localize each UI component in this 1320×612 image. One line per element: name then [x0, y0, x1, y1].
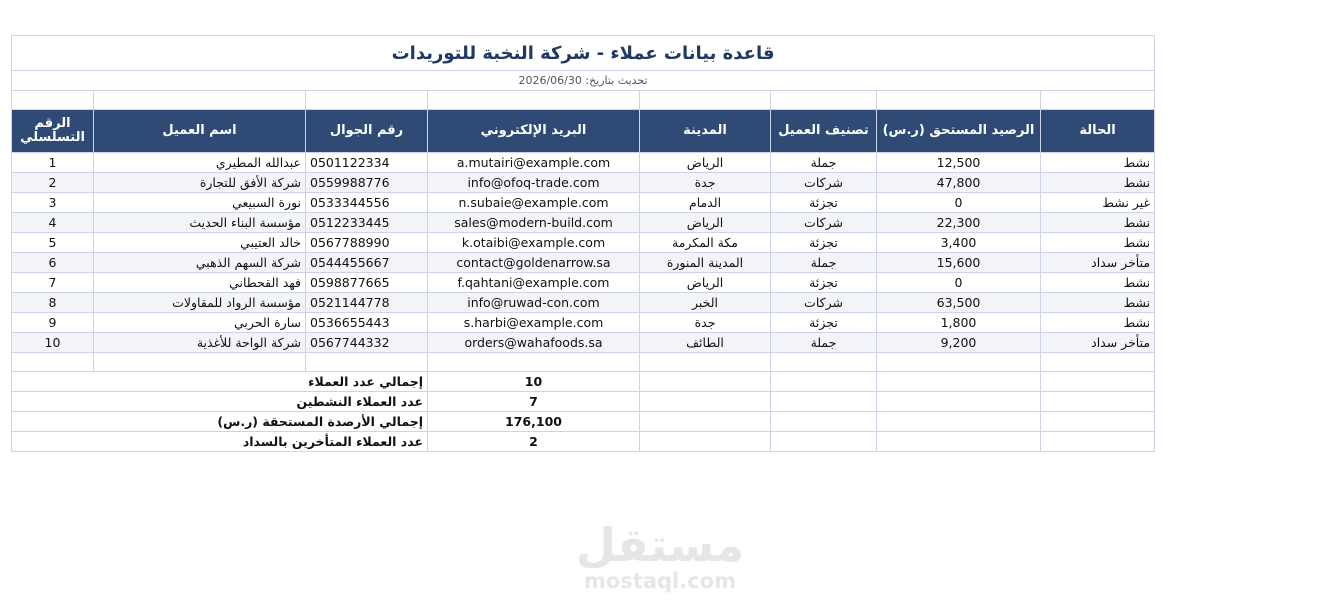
summary-value[interactable]: 2: [428, 432, 640, 452]
cell-mobile[interactable]: 0501122334: [306, 153, 428, 173]
cell-serial[interactable]: 5: [12, 233, 94, 253]
cell-serial[interactable]: 4: [12, 213, 94, 233]
cell-balance[interactable]: 3,400: [877, 233, 1041, 253]
empty-cell[interactable]: [771, 372, 877, 392]
empty-cell[interactable]: [877, 392, 1041, 412]
empty-cell[interactable]: [771, 412, 877, 432]
empty-cell[interactable]: [877, 432, 1041, 452]
cell-name[interactable]: شركة السهم الذهبي: [94, 253, 306, 273]
empty-cell[interactable]: [771, 432, 877, 452]
cell-serial[interactable]: 10: [12, 333, 94, 353]
cell-name[interactable]: مؤسسة البناء الحديث: [94, 213, 306, 233]
empty-cell[interactable]: [94, 353, 306, 372]
cell-serial[interactable]: 3: [12, 193, 94, 213]
header-status[interactable]: الحالة: [1041, 110, 1155, 153]
cell-city[interactable]: مكة المكرمة: [640, 233, 771, 253]
empty-cell[interactable]: [94, 91, 306, 110]
empty-cell[interactable]: [1041, 392, 1155, 412]
empty-cell[interactable]: [1041, 353, 1155, 372]
cell-status[interactable]: نشط: [1041, 313, 1155, 333]
cell-name[interactable]: شركة الأفق للتجارة: [94, 173, 306, 193]
summary-label[interactable]: إجمالي عدد العملاء: [12, 372, 428, 392]
header-category[interactable]: تصنيف العميل: [771, 110, 877, 153]
summary-row: [12, 412, 1155, 432]
watermark-logo: مستقل: [575, 518, 745, 572]
cell-mobile[interactable]: 0598877665: [306, 273, 428, 293]
cell-mobile[interactable]: 0521144778: [306, 293, 428, 313]
summary-row: [12, 372, 1155, 392]
table-row: [12, 213, 1155, 233]
empty-cell[interactable]: [428, 91, 640, 110]
empty-cell[interactable]: [640, 91, 771, 110]
table-row: [12, 233, 1155, 253]
cell-name[interactable]: خالد العتيبي: [94, 233, 306, 253]
cell-email[interactable]: info@ruwad-con.com: [428, 293, 640, 313]
summary-label[interactable]: عدد العملاء النشطين: [12, 392, 428, 412]
empty-cell[interactable]: [428, 353, 640, 372]
cell-email[interactable]: info@ofoq-trade.com: [428, 173, 640, 193]
cell-status[interactable]: نشط: [1041, 293, 1155, 313]
cell-category[interactable]: شركات: [771, 293, 877, 313]
header-email[interactable]: البريد الإلكتروني: [428, 110, 640, 153]
cell-status[interactable]: غير نشط: [1041, 193, 1155, 213]
cell-serial[interactable]: 6: [12, 253, 94, 273]
empty-cell[interactable]: [877, 412, 1041, 432]
cell-email[interactable]: a.mutairi@example.com: [428, 153, 640, 173]
empty-cell[interactable]: [640, 412, 771, 432]
cell-email[interactable]: f.qahtani@example.com: [428, 273, 640, 293]
summary-label[interactable]: عدد العملاء المتأخرين بالسداد: [12, 432, 428, 452]
table-row: [12, 173, 1155, 193]
cell-category[interactable]: جملة: [771, 253, 877, 273]
cell-mobile[interactable]: 0533344556: [306, 193, 428, 213]
empty-cell[interactable]: [771, 392, 877, 412]
cell-serial[interactable]: 7: [12, 273, 94, 293]
summary-value[interactable]: 10: [428, 372, 640, 392]
header-name[interactable]: اسم العميل: [94, 110, 306, 153]
cell-status[interactable]: نشط: [1041, 273, 1155, 293]
cell-category[interactable]: تجزئة: [771, 313, 877, 333]
empty-cell[interactable]: [771, 91, 877, 110]
cell-status[interactable]: نشط: [1041, 153, 1155, 173]
cell-city[interactable]: الطائف: [640, 333, 771, 353]
table-row: [12, 333, 1155, 353]
cell-category[interactable]: شركات: [771, 173, 877, 193]
cell-status[interactable]: نشط: [1041, 213, 1155, 233]
empty-cell[interactable]: [877, 353, 1041, 372]
cell-email[interactable]: contact@goldenarrow.sa: [428, 253, 640, 273]
cell-balance[interactable]: 63,500: [877, 293, 1041, 313]
table-row: [12, 293, 1155, 313]
empty-cell[interactable]: [1041, 91, 1155, 110]
cell-mobile[interactable]: 0567788990: [306, 233, 428, 253]
empty-cell[interactable]: [1041, 372, 1155, 392]
cell-city[interactable]: جدة: [640, 313, 771, 333]
cell-category[interactable]: جملة: [771, 333, 877, 353]
cell-city[interactable]: جدة: [640, 173, 771, 193]
summary-value[interactable]: 7: [428, 392, 640, 412]
cell-category[interactable]: شركات: [771, 213, 877, 233]
cell-balance[interactable]: 9,200: [877, 333, 1041, 353]
cell-mobile[interactable]: 0559988776: [306, 173, 428, 193]
cell-city[interactable]: المدينة المنورة: [640, 253, 771, 273]
cell-email[interactable]: sales@modern-build.com: [428, 213, 640, 233]
cell-balance[interactable]: 15,600: [877, 253, 1041, 273]
empty-cell[interactable]: [1041, 432, 1155, 452]
cell-email[interactable]: orders@wahafoods.sa: [428, 333, 640, 353]
cell-status[interactable]: متأخر سداد: [1041, 333, 1155, 353]
cell-city[interactable]: الرياض: [640, 273, 771, 293]
empty-cell[interactable]: [877, 91, 1041, 110]
empty-cell[interactable]: [306, 91, 428, 110]
watermark-url: mostaql.com: [584, 569, 736, 593]
cell-balance[interactable]: 47,800: [877, 173, 1041, 193]
summary-label[interactable]: إجمالي الأرصدة المستحقة (ر.س): [12, 412, 428, 432]
empty-cell[interactable]: [771, 353, 877, 372]
header-balance[interactable]: الرصيد المستحق (ر.س): [877, 110, 1041, 153]
summary-row: [12, 432, 1155, 452]
empty-cell[interactable]: [1041, 412, 1155, 432]
empty-cell[interactable]: [640, 432, 771, 452]
cell-serial[interactable]: 2: [12, 173, 94, 193]
cell-mobile[interactable]: 0567744332: [306, 333, 428, 353]
cell-mobile[interactable]: 0544455667: [306, 253, 428, 273]
cell-serial[interactable]: 1: [12, 153, 94, 173]
mostaql-watermark: [575, 520, 745, 592]
header-city[interactable]: المدينة: [640, 110, 771, 153]
cell-status[interactable]: نشط: [1041, 173, 1155, 193]
cell-name[interactable]: عبدالله المطيري: [94, 153, 306, 173]
cell-status[interactable]: نشط: [1041, 233, 1155, 253]
cell-email[interactable]: s.harbi@example.com: [428, 313, 640, 333]
cell-city[interactable]: الدمام: [640, 193, 771, 213]
update-date[interactable]: تحديث بتاريخ: 2026/06/30: [12, 71, 1155, 91]
summary-row: [12, 392, 1155, 412]
cell-balance[interactable]: 12,500: [877, 153, 1041, 173]
sheet-title[interactable]: قاعدة بيانات عملاء - شركة النخبة للتوريدات: [12, 36, 1155, 71]
table-row: [12, 193, 1155, 213]
cell-city[interactable]: الخبر: [640, 293, 771, 313]
cell-category[interactable]: تجزئة: [771, 233, 877, 253]
cell-email[interactable]: k.otaibi@example.com: [428, 233, 640, 253]
header-row: [12, 110, 1155, 153]
empty-cell[interactable]: [640, 372, 771, 392]
cell-balance[interactable]: 22,300: [877, 213, 1041, 233]
cell-category[interactable]: تجزئة: [771, 273, 877, 293]
header-mobile[interactable]: رقم الجوال: [306, 110, 428, 153]
cell-balance[interactable]: 0: [877, 193, 1041, 213]
cell-category[interactable]: جملة: [771, 153, 877, 173]
cell-serial[interactable]: 8: [12, 293, 94, 313]
empty-cell[interactable]: [640, 353, 771, 372]
cell-balance[interactable]: 1,800: [877, 313, 1041, 333]
cell-category[interactable]: تجزئة: [771, 193, 877, 213]
cell-name[interactable]: مؤسسة الرواد للمقاولات: [94, 293, 306, 313]
summary-value[interactable]: 176,100: [428, 412, 640, 432]
cell-email[interactable]: n.subaie@example.com: [428, 193, 640, 213]
cell-serial[interactable]: 9: [12, 313, 94, 333]
cell-city[interactable]: الرياض: [640, 153, 771, 173]
cell-status[interactable]: متأخر سداد: [1041, 253, 1155, 273]
cell-balance[interactable]: 0: [877, 273, 1041, 293]
cell-mobile[interactable]: 0536655443: [306, 313, 428, 333]
cell-name[interactable]: فهد القحطاني: [94, 273, 306, 293]
empty-cell[interactable]: [12, 353, 94, 372]
empty-cell[interactable]: [640, 392, 771, 412]
table-row: [12, 313, 1155, 333]
header-serial[interactable]: الرقم التسلسلي: [12, 110, 94, 153]
cell-city[interactable]: الرياض: [640, 213, 771, 233]
cell-name[interactable]: نورة السبيعي: [94, 193, 306, 213]
cell-name[interactable]: شركة الواحة للأغذية: [94, 333, 306, 353]
empty-cell[interactable]: [306, 353, 428, 372]
table-row: [12, 253, 1155, 273]
table-row: [12, 153, 1155, 173]
cell-mobile[interactable]: 0512233445: [306, 213, 428, 233]
cell-name[interactable]: سارة الحربي: [94, 313, 306, 333]
empty-cell[interactable]: [12, 91, 94, 110]
table-row: [12, 273, 1155, 293]
customer-spreadsheet: [11, 35, 1155, 452]
empty-cell[interactable]: [877, 372, 1041, 392]
